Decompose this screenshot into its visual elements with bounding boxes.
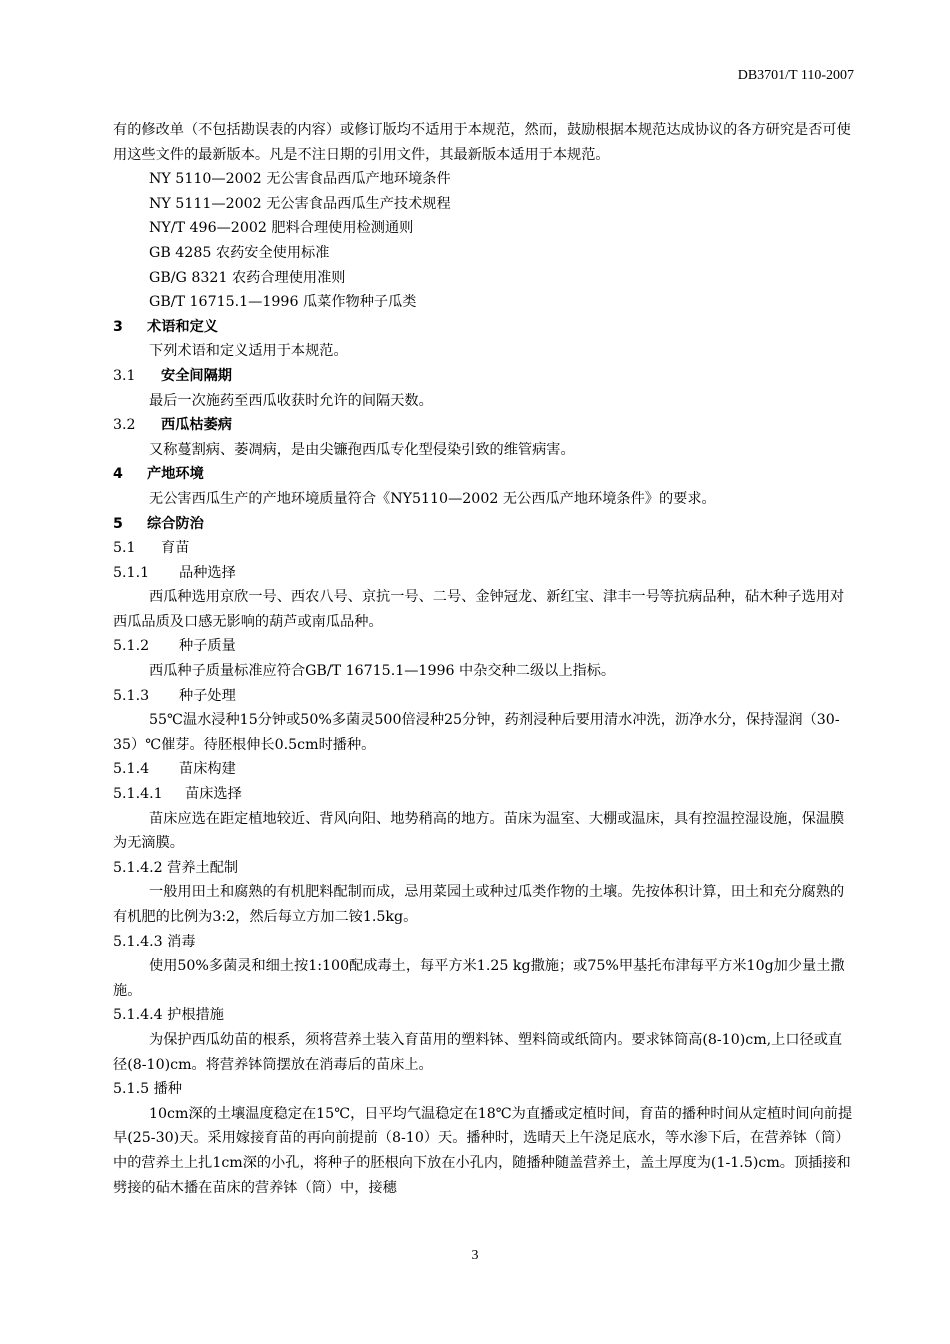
section-text: 最后一次施药至西瓜收获时允许的间隔天数。 [149, 392, 433, 409]
reference-item: NY 5110—2002 无公害食品西瓜产地环境条件 [149, 171, 451, 188]
section-heading-5-1 [113, 536, 853, 561]
section-number: 5.1.4.1 [113, 786, 163, 803]
section-heading-5-1-3 [113, 684, 853, 709]
reference-item: GB/T 16715.1—1996 瓜菜作物种子瓜类 [149, 294, 417, 311]
section-text: 西瓜种选用京欣一号、西农八号、京抗一号、二号、金钟冠龙、新红宝、津丰一号等抗病品种，砧木种子选用对西瓜品质及口感无影响的葫芦或南瓜品种。 [113, 589, 845, 630]
section-heading-5 [113, 512, 853, 537]
section-text: 无公害西瓜生产的产地环境质量符合《NY5110—2002 无公西瓜产地环境条件》的要求。 [149, 490, 716, 507]
section-heading-3-2 [113, 413, 853, 438]
section-title: 产地环境 [147, 466, 204, 483]
section-heading-5-1-4-3: 5.1.4.3 消毒 [113, 933, 196, 950]
section-text: 又称蔓割病、萎凋病，是由尖镰孢西瓜专化型侵染引致的维管病害。 [149, 441, 575, 458]
section-heading-3 [113, 315, 853, 340]
section-number: 3.1 [113, 367, 136, 384]
section-text: 西瓜种子质量标准应符合GB/T 16715.1—1996 中杂交种二级以上指标。 [149, 663, 616, 680]
section-number: 3 [113, 318, 123, 335]
section-heading-5-1-5: 5.1.5 播种 [113, 1081, 182, 1098]
reference-item: GB/G 8321 农药合理使用准则 [149, 269, 346, 286]
section-title: 综合防治 [147, 515, 204, 532]
section-heading-5-1-4-4: 5.1.4.4 护根措施 [113, 1007, 224, 1024]
section-title: 种子质量 [179, 638, 236, 655]
section-number: 5.1.4 [113, 761, 150, 778]
document-code: DB3701/T 110-2007 [737, 68, 854, 83]
reference-item: NY 5111—2002 无公害食品西瓜生产技术规程 [149, 195, 451, 212]
section-text: 使用50%多菌灵和细土按1:100配成毒土，每平方米1.25 kg撒施；或75%甲基托布津每平方米10g加少量土撒施。 [113, 958, 845, 999]
section-number: 5 [113, 515, 123, 532]
section-number: 4 [113, 466, 123, 483]
section-text: 为保护西瓜幼苗的根系，须将营养土装入育苗用的塑料钵、塑料筒或纸筒内。要求钵筒高(8-10)cm,上口径或直径(8-10)cm。将营养钵筒摆放在消毒后的苗床上。 [113, 1031, 843, 1073]
section-number: 5.1.3 [113, 687, 150, 704]
section-text: 10cm深的土壤温度稳定在15℃，日平均气温稳定在18℃为直播或定植时间，育苗的播种时间从定植时间向前提早(25-30)天。采用嫁接育苗的再向前提前（8-10）天。播种时，选晴天上午浇足底水，等水渗下后，在营养钵（筒）中的营养土上扎1cm深的小孔，将种子的胚根向下放在小孔内，随播种随盖营养土，盖土厚度为(1-1.5)cm。顶插接和劈接的砧木播在苗床的营养钵（筒）中，接穗 [113, 1105, 853, 1196]
section-heading-5-1-1 [113, 561, 853, 586]
section-number: 5.1 [113, 540, 136, 557]
section-title: 苗床构建 [179, 761, 236, 778]
section-heading-5-1-4-2: 5.1.4.2 营养土配制 [113, 859, 239, 876]
section-title: 育苗 [161, 540, 190, 557]
section-title: 术语和定义 [147, 318, 218, 335]
section-title: 西瓜枯萎病 [161, 417, 232, 434]
section-text: 55℃温水浸种15分钟或50%多菌灵500倍浸种25分钟，药剂浸种后要用清水冲洗，沥净水分，保持湿润（30-35）℃催芽。待胚根伸长0.5cm时播种。 [113, 712, 840, 753]
reference-list [113, 167, 853, 315]
section-heading-3-1 [113, 364, 853, 389]
section-number: 5.1.1 [113, 564, 150, 581]
reference-item: GB 4285 农药安全使用标准 [149, 244, 330, 261]
section-number: 3.2 [113, 417, 136, 434]
section-heading-5-1-2 [113, 634, 853, 659]
section-heading-4 [113, 462, 853, 487]
section-title: 苗床选择 [185, 786, 242, 803]
section-title: 品种选择 [179, 564, 236, 581]
intro-paragraph: 有的修改单（不包括勘误表的内容）或修订版均不适用于本规范，然而，鼓励根据本规范达成协议的各方研究是否可使用这些文件的最新版本。凡是不注日期的引用文件，其最新版本适用于本规范。 [113, 122, 851, 163]
section-text: 一般用田土和腐熟的有机肥料配制而成，忌用菜园土或种过瓜类作物的土壤。先按体积计算，田土和充分腐熟的有机肥的比例为3:2，然后每立方加二铵1.5kg。 [113, 884, 845, 925]
section-text: 下列术语和定义适用于本规范。 [149, 343, 348, 360]
section-title: 种子处理 [179, 687, 236, 704]
section-heading-5-1-4 [113, 757, 853, 782]
page-body [113, 118, 853, 1200]
reference-item: NY/T 496—2002 肥料合理使用检测通则 [149, 220, 414, 237]
page-number: 3 [471, 1248, 479, 1263]
section-number: 5.1.2 [113, 638, 150, 655]
section-title: 安全间隔期 [161, 367, 232, 384]
section-heading-5-1-4-1 [113, 782, 853, 807]
section-text: 苗床应选在距定植地较近、背风向阳、地势稍高的地方。苗床为温室、大棚或温床，具有控温控湿设施，保温膜为无滴膜。 [113, 810, 845, 852]
